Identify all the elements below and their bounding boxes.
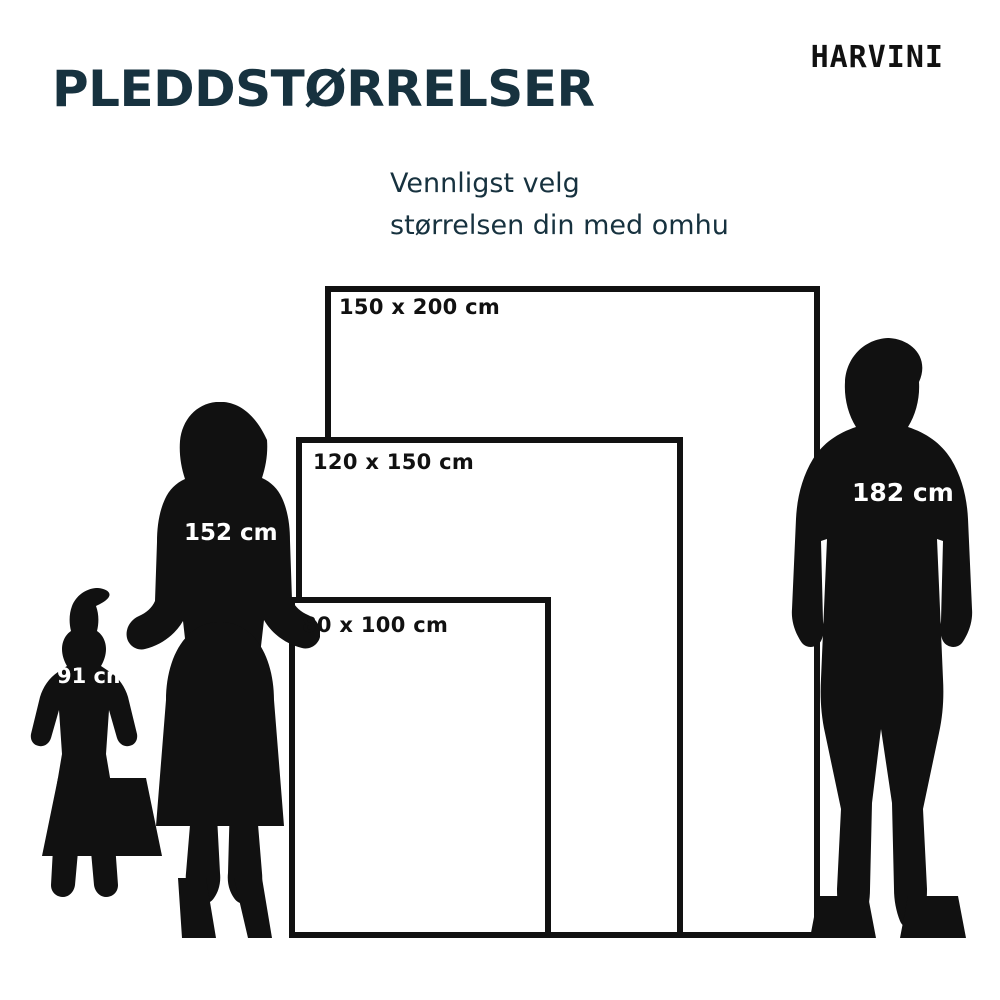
size-rect-80x100[interactable] — [289, 597, 551, 938]
subtitle-line-2: størrelsen din med omhu — [390, 209, 729, 241]
woman-silhouette — [120, 400, 320, 940]
man-silhouette — [780, 336, 995, 940]
brand-logo: HARVINI — [810, 40, 944, 75]
subtitle-line-1: Vennligst velg — [390, 168, 580, 199]
size-label-120x150: 120 x 150 cm — [313, 450, 475, 474]
woman-height-label: 152 cm — [184, 520, 278, 546]
subtitle — [390, 163, 729, 247]
child-height-label: 91 cm — [57, 664, 128, 688]
man-height-label: 182 cm — [852, 478, 954, 507]
page-title: PLEDDSTØRRELSER — [52, 60, 595, 118]
size-label-80x100: 80 x 100 cm — [302, 613, 449, 637]
size-label-150x200: 150 x 200 cm — [339, 295, 501, 319]
